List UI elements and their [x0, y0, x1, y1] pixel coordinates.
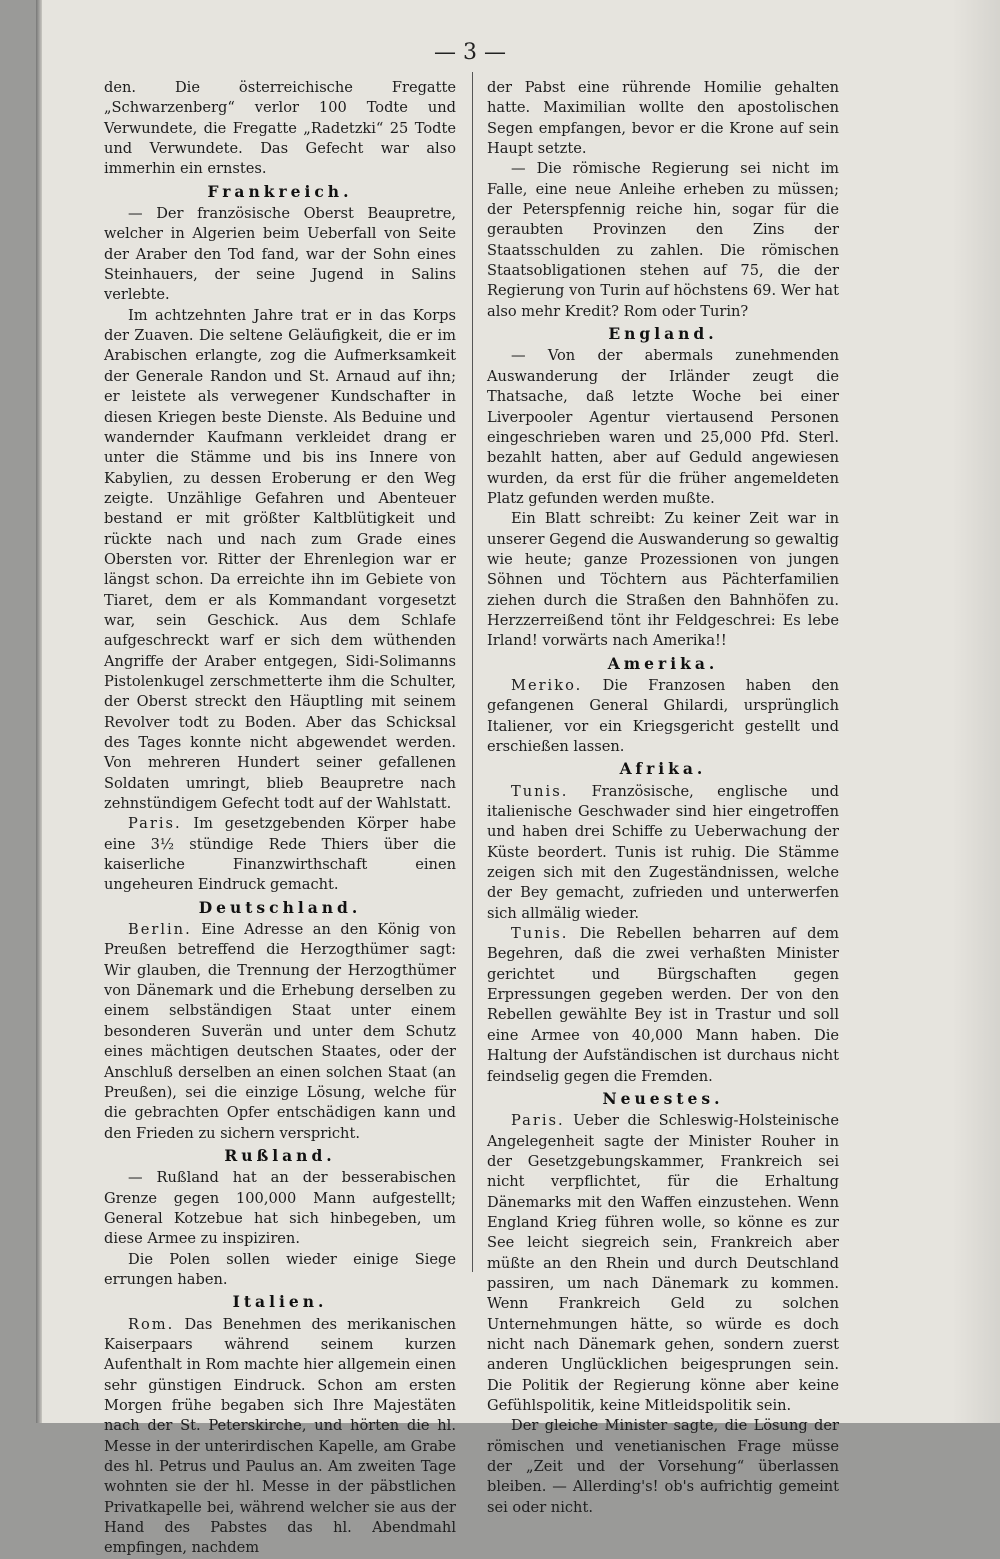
section-heading-amerika: Amerika. — [607, 653, 719, 673]
page-shadow — [952, 0, 1000, 1423]
paragraph — [487, 782, 839, 924]
paragraph — [104, 814, 456, 895]
paragraph: Ein Blatt schreibt: Zu keiner Zeit war in unserer Gegend die Auswanderung so gewaltig wie heute; ganze Prozessionen von jungen Söhnen und Töchtern aus Pächterfamilien ziehen durch die Straßen den Bahnhöfen zu. Herzzerreißend tönt ihr Feldgeschrei: Es lebe Irland! vorwärts nach Amerika!! — [487, 510, 839, 650]
left-column — [104, 78, 456, 1559]
paragraph: der Pabst eine rührende Homilie gehalten hatte. Maximilian wollte den apostolischen Segen empfangen, bevor er die Krone auf sein Haupt setzte. — [487, 79, 839, 158]
paragraph — [487, 1111, 839, 1416]
paragraph — [104, 1315, 456, 1559]
paragraph: — Von der abermals zunehmenden Auswanderung der Irländer zeugt die Thatsache, daß letzte Woche bei einer Liverpooler Agentur viertausend Personen eingeschrieben waren und 25,000 Pfd. Sterl. bezahlt hatten, aber auf Geduld angewiesen wurden, da erst für die früher angemeldeten Platz gefunden werden mußte. — [487, 347, 839, 507]
paragraph: Im achtzehnten Jahre trat er in das Korps der Zuaven. Die seltene Geläufigkeit, die er im Arabischen erlangte, zog die Aufmerksamkeit der Generale Randon und St. Arnaud auf ihn; er leistete als verwegener Kundschafter in diesen Kriegen beste Dienste. Als Beduine und wandernder Kaufmann verkleidet drang er unter die Stämme und bis ins Innere von Kabylien, zu dessen Eroberung er den Weg zeigte. Unzählige Gefahren und Abenteuer bestand er mit größter Kaltblütigkeit und rückte nach und nach zum Grade eines Obersten vor. Ritter der Ehrenlegion war er längst schon. Da erreichte ihn im Gebiete von Tiaret, dem er als Kommandant vorgesetzt war, sein Geschick. Aus dem Schlafe aufgeschreckt warf er sich dem wüthenden Angriffe der Araber entgegen, Sidi-Solimanns Pistolenkugel zerschmetterte ihm die Schulter, der Oberst streckt den Häuptling mit seinem Revolver todt zu Boden. Aber das Schicksal des Tages konnte nicht abgewendet werden. Von mehreren Hundert seiner gefallenen Soldaten umringt, blieb Beaupretre nach zehnstündigem Gefecht todt auf der Wahlstatt. — [104, 306, 456, 813]
paragraph-text: Das Benehmen des merikanischen Kaiserpaars während seinem kurzen Aufenthalt in Rom machte hier allgemein einen sehr günstigen Eindruck. Schon am ersten Morgen frühe begaben sich Ihre Majestäten nach der St. Peterskirche, und hörten die hl. Messe in der unterirdischen Kapelle, am Grabe des hl. Petrus und Paulus an. Am zweiten Tage wohnten sie der hl. Messe in der päbstlichen Privatkapelle bei, während welcher sie aus der Hand des Pabstes das hl. Abendmahl empfingen, nachdem — [104, 1315, 456, 1557]
paragraph: den. Die österreichische Fregatte „Schwarzenberg“ verlor 100 Todte und Verwundete, die Fregatte „Radetzki“ 25 Todte und Verwundete. Das Gefecht war also immerhin ein ernstes. — [104, 79, 456, 178]
paragraph-text: Französische, englische und italienische Geschwader sind hier eingetroffen und haben drei Schiffe zu Ueberwachung der Küste beordert. Tunis ist ruhig. Die Stämme zeigen sich mit den Zugeständnissen, welche der Bey gemacht, zufrieden und unterwerfen sich allmälig wieder. — [487, 782, 839, 922]
column-divider — [472, 72, 473, 1272]
page-number: — 3 — — [434, 40, 506, 65]
dateline: Tunis. — [511, 925, 569, 943]
paragraph — [104, 920, 456, 1144]
right-column — [487, 78, 839, 1518]
section-heading-england: England. — [608, 324, 718, 344]
section-heading-afrika: Afrika. — [619, 759, 707, 779]
dateline: Paris. — [511, 1112, 565, 1130]
paragraph — [487, 924, 839, 1087]
paragraph: Der gleiche Minister sagte, die Lösung der römischen und venetianischen Frage müsse der „Zeit und der Vorsehung“ überlassen bleiben. — Allerding's! ob's aufrichtig gemeint sei oder nicht. — [487, 1417, 839, 1516]
paragraph-text: Die Franzosen haben den gefangenen General Ghilardi, ursprünglich Italiener, vor ein Kriegsgericht gestellt und erschießen lassen. — [487, 676, 839, 755]
paragraph: — Rußland hat an der besserabischen Grenze gegen 100,000 Mann aufgestellt; General Kotzebue hat sich hinbegeben, um diese Armee zu inspiziren. — [104, 1169, 456, 1248]
dateline: Paris. — [128, 815, 182, 833]
section-heading-deutschland: Deutschland. — [198, 897, 362, 917]
paragraph-text: Die Rebellen beharren auf dem Begehren, daß die zwei verhaßten Minister gerichtet und Bürgschaften gegen Erpressungen gegeben werden. Der von den Rebellen gewählte Bey ist in Trastur und soll eine Armee von 40,000 Mann haben. Die Haltung der Aufständischen ist durchaus nicht feindselig gegen die Fremden. — [487, 925, 839, 1085]
page-binding-edge — [36, 0, 42, 1423]
paragraph: Die Polen sollen wieder einige Siege errungen haben. — [104, 1250, 456, 1288]
section-heading-russland: Rußland. — [224, 1145, 336, 1165]
paragraph: — Die römische Regierung sei nicht im Falle, eine neue Anleihe erheben zu müssen; der Peterspfennig reiche hin, sogar für die geraubten Provinzen den Zins der Staatsschulden zu zahlen. Die römischen Staatsobligationen stehen auf 75, die der Regierung von Turin auf höchstens 69. Wer hat also mehr Kredit? Rom oder Turin? — [487, 160, 839, 320]
paragraph-text: Eine Adresse an den König von Preußen betreffend die Herzogthümer sagt: Wir glauben, die Trennung der Herzogthümer von Dänemark und die Erhebung derselben zu einem selbständigen Staat unter einem besonderen Suverän und unter dem Schutz eines mächtigen deutschen Staates, oder der Anschluß derselben an einen solchen Staat (an Preußen), sei die einzige Lösung, welche für die gebrachten Opfer entschädigen kann und den Frieden zu sichern verspricht. — [104, 921, 456, 1142]
section-heading-italien: Italien. — [232, 1292, 328, 1312]
dateline: Meriko. — [511, 676, 583, 694]
section-heading-neuestes: Neuestes. — [602, 1088, 724, 1108]
dateline: Tunis. — [511, 782, 569, 800]
dateline: Rom. — [128, 1315, 175, 1333]
paragraph — [487, 676, 839, 757]
paragraph: — Der französische Oberst Beaupretre, welcher in Algerien beim Ueberfall von Seite der Araber den Tod fand, war der Sohn eines Steinhauers, der seine Jugend in Salins verlebte. — [104, 205, 456, 304]
paragraph-text: Ueber die Schleswig-Holsteinische Angelegenheit sagte der Minister Rouher in der Gesetzgebungskammer, Frankreich sei nicht verpflichtet, für die Erhaltung Dänemarks mit den Waffen einzustehen. Wenn England Krieg führen wolle, so könne es zur See leicht siegreich sein, Frankreich aber müßte an den Rhein und durch Deutschland passiren, um nach Dänemark zu kommen. Wenn Frankreich Geld zu solchen Unternehmungen hätte, so würde es doch nicht nach Dänemark gehen, sondern zuerst anderen Unglücklichen beigesprungen sein. Die Politik der Regierung könne aber keine Gefühlspolitik, keine Mitleidspolitik sein. — [487, 1112, 839, 1414]
paragraph-text: Im gesetzgebenden Körper habe eine 3½ stündige Rede Thiers über die kaiserliche Finanzwirthschaft einen ungeheuren Eindruck gemacht. — [104, 815, 456, 894]
dateline: Berlin. — [128, 921, 192, 939]
section-heading-frankreich: Frankreich. — [207, 181, 353, 201]
